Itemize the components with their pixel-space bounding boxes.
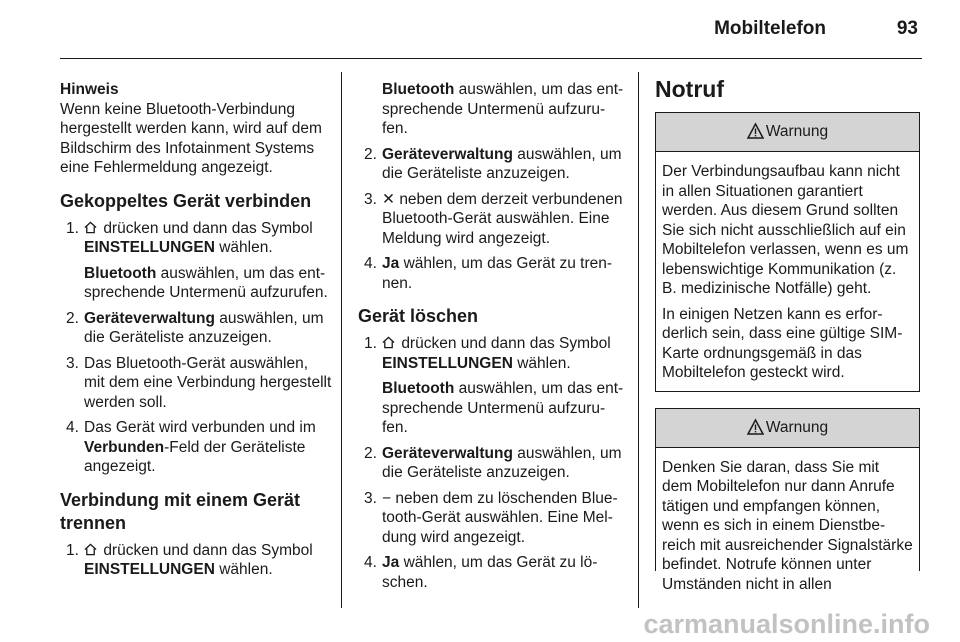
column-divider (341, 72, 342, 608)
warning-box (655, 112, 920, 392)
item-text: neben dem derzeit verbundenen Bluetooth-Gerät auswählen. Eine Meldung wird angezeigt. (382, 190, 623, 247)
list-subitem (60, 264, 332, 303)
item-number: 2. (66, 309, 79, 327)
note-title: Hinweis (60, 81, 119, 98)
item-text: auswählen, um das entsprechende Untermenü aufzurufen. (84, 264, 328, 301)
item-number: 4. (364, 554, 377, 571)
item-text: wählen. (219, 239, 273, 256)
home-icon (84, 221, 97, 234)
item-number: 2. (364, 444, 377, 462)
warning-body (656, 448, 919, 603)
item-text: wählen. (219, 561, 273, 578)
column-middle (358, 80, 624, 592)
item-bold: EINSTELLUNGEN (84, 239, 215, 256)
close-icon: ✕ (382, 190, 395, 208)
item-number: 1. (66, 541, 79, 559)
warning-triangle-icon (747, 419, 764, 435)
item-bold: Verbunden (84, 438, 165, 456)
item-text: auswählen, um das entsprechende Untermenü aufzurufen. (382, 380, 624, 436)
section-title: Gerät löschen (358, 306, 479, 326)
item-number: 4. (66, 419, 79, 436)
list-item (358, 444, 624, 483)
warning-body (656, 152, 919, 391)
item-bold: Geräteverwaltung (84, 309, 215, 327)
section-heading: Notruf (655, 76, 724, 102)
watermark[interactable]: carmanualsonline.info (643, 609, 930, 639)
list-item (358, 190, 624, 249)
item-number: 1. (66, 219, 79, 237)
item-text: drücken und dann das Symbol (401, 335, 611, 352)
warning-title: Warnung (765, 123, 829, 140)
list-item (358, 334, 624, 373)
item-text: -Feld der Geräteliste angezeigt. (84, 438, 306, 475)
list-subitem (358, 379, 624, 438)
item-number: 3. (66, 354, 79, 372)
list-item (358, 254, 624, 293)
warning-title: Warnung (765, 418, 829, 436)
item-text: neben dem zu löschenden Bluetooth-Gerät auswählen. Eine Meldung wird angezeigt. (382, 489, 618, 546)
item-text: Das Bluetooth-Gerät auswählen, mit dem eine Verbindung hergestellt werden soll. (84, 354, 332, 411)
item-number: 4. (364, 255, 377, 272)
column-left (60, 80, 332, 580)
item-text: auswählen, um die Geräteliste anzuzeigen. (84, 309, 324, 346)
section-title: Gekoppeltes Gerät verbinden (60, 190, 312, 211)
item-text: drücken und dann das Symbol (103, 541, 313, 559)
item-text: auswählen, um die Geräteliste anzuzeigen. (382, 444, 622, 481)
minus-icon: − (382, 489, 392, 507)
item-text: auswählen, um das entsprechende Untermenü aufzurufen. (382, 81, 624, 137)
warning-text: Der Verbindungsaufbau kann nicht in allen Situationen garantiert werden. Aus diesem Grund sollten Sie sich nicht ausschließlich auf ein Mobiltelefon verlassen, wenn es um lebenswichtige Kommunikation (z. B. medizinische Notfälle) geht. (662, 163, 909, 297)
item-text: wählen. (517, 354, 571, 372)
item-bold: Geräteverwaltung (382, 145, 513, 163)
item-number: 3. (364, 489, 377, 507)
item-number: 2. (364, 145, 377, 163)
item-bold: Ja (382, 554, 400, 571)
warning-text: Denken Sie daran, dass Sie mit dem Mobiltelefon nur dann Anrufe tätigen und empfangen können, wenn es sich in einem Dienstbereich mit ausreichender Signalstärke befindet. Notrufe können unter Umständen nicht in allen (662, 458, 913, 593)
warning-text: In einigen Netzen kann es erforderlich sein, dass eine gültige SIM-Karte ordnungsgemäß in das Mobiltelefon gesteckt wird. (662, 305, 903, 381)
list-item (60, 541, 332, 580)
item-bold: Bluetooth (84, 264, 157, 282)
item-text: wählen, um das Gerät zu löschen. (382, 554, 598, 591)
item-bold: EINSTELLUNGEN (84, 561, 215, 578)
list-item (60, 309, 332, 348)
list-subitem (358, 80, 624, 139)
warning-header (656, 409, 919, 448)
page-header (60, 0, 922, 59)
list-item (358, 145, 624, 184)
warning-triangle-icon (747, 123, 764, 139)
item-text: auswählen, um die Geräteliste anzuzeigen. (382, 145, 622, 182)
home-icon (84, 543, 97, 556)
warning-header (656, 113, 919, 152)
list-item (60, 219, 332, 258)
item-bold: Geräteverwaltung (382, 444, 513, 462)
list-item (60, 418, 332, 477)
home-icon (382, 336, 395, 349)
list-item (60, 354, 332, 413)
item-bold: Bluetooth (382, 81, 455, 98)
item-text: drücken und dann das Symbol (103, 219, 313, 237)
column-divider (638, 72, 639, 608)
column-right (655, 76, 920, 593)
note-text: Wenn keine Bluetooth-Verbindung hergestellt werden kann, wird auf dem Bildschirm des Infotainment Systems eine Fehlermeldung angezeigt. (60, 100, 322, 176)
item-bold: Ja (382, 255, 400, 272)
list-item (358, 489, 624, 548)
warning-box (655, 408, 920, 593)
section-title: Verbindung mit einem Gerät trennen (60, 489, 301, 533)
page-number: 93 (896, 18, 918, 39)
item-text: wählen, um das Gerät zu trennen. (382, 255, 613, 292)
item-bold: EINSTELLUNGEN (382, 354, 513, 372)
item-bold: Bluetooth (382, 380, 455, 397)
list-item (358, 553, 624, 592)
page-title: Mobiltelefon (714, 18, 826, 39)
item-number: 1. (364, 335, 377, 352)
item-number: 3. (364, 190, 377, 208)
item-text: Das Gerät wird verbunden und im (84, 419, 316, 436)
